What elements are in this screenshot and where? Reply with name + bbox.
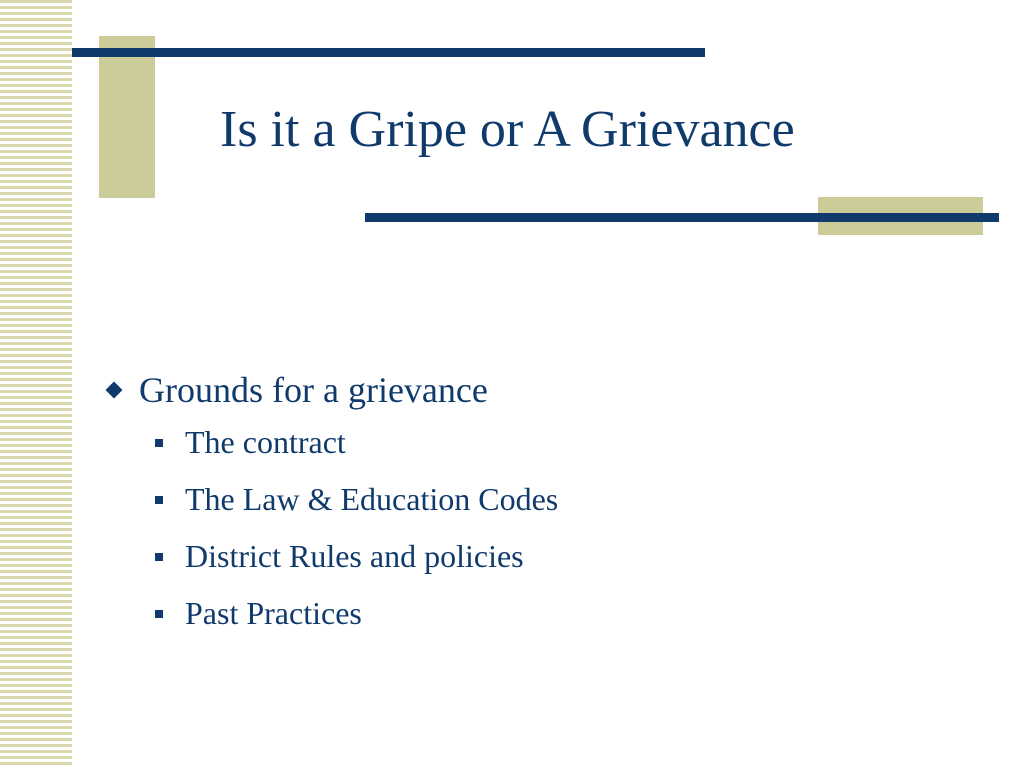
sub-bullet-list [104, 422, 984, 634]
sub-bullet-item [155, 536, 984, 577]
bullet-text: Grounds for a grievance [139, 370, 488, 410]
sub-bullet-item [155, 479, 984, 520]
title-rule-top [72, 48, 705, 57]
square-bullet-icon [155, 553, 163, 561]
sub-bullet-item [155, 422, 984, 463]
diamond-bullet-icon [106, 382, 123, 399]
bullet-item [104, 366, 984, 414]
square-bullet-icon [155, 610, 163, 618]
square-bullet-icon [155, 496, 163, 504]
sub-bullet-text: Past Practices [185, 595, 362, 631]
slide-title: Is it a Gripe or A Grievance [220, 101, 795, 158]
sub-bullet-item [155, 593, 984, 634]
sub-bullet-text: District Rules and policies [185, 538, 524, 574]
slide-content [104, 366, 984, 650]
square-bullet-icon [155, 439, 163, 447]
title-rule-bottom [365, 213, 999, 222]
decorative-stripes [0, 0, 72, 768]
sub-bullet-text: The contract [185, 424, 346, 460]
accent-block-top [99, 36, 155, 198]
sub-bullet-text: The Law & Education Codes [185, 481, 559, 517]
